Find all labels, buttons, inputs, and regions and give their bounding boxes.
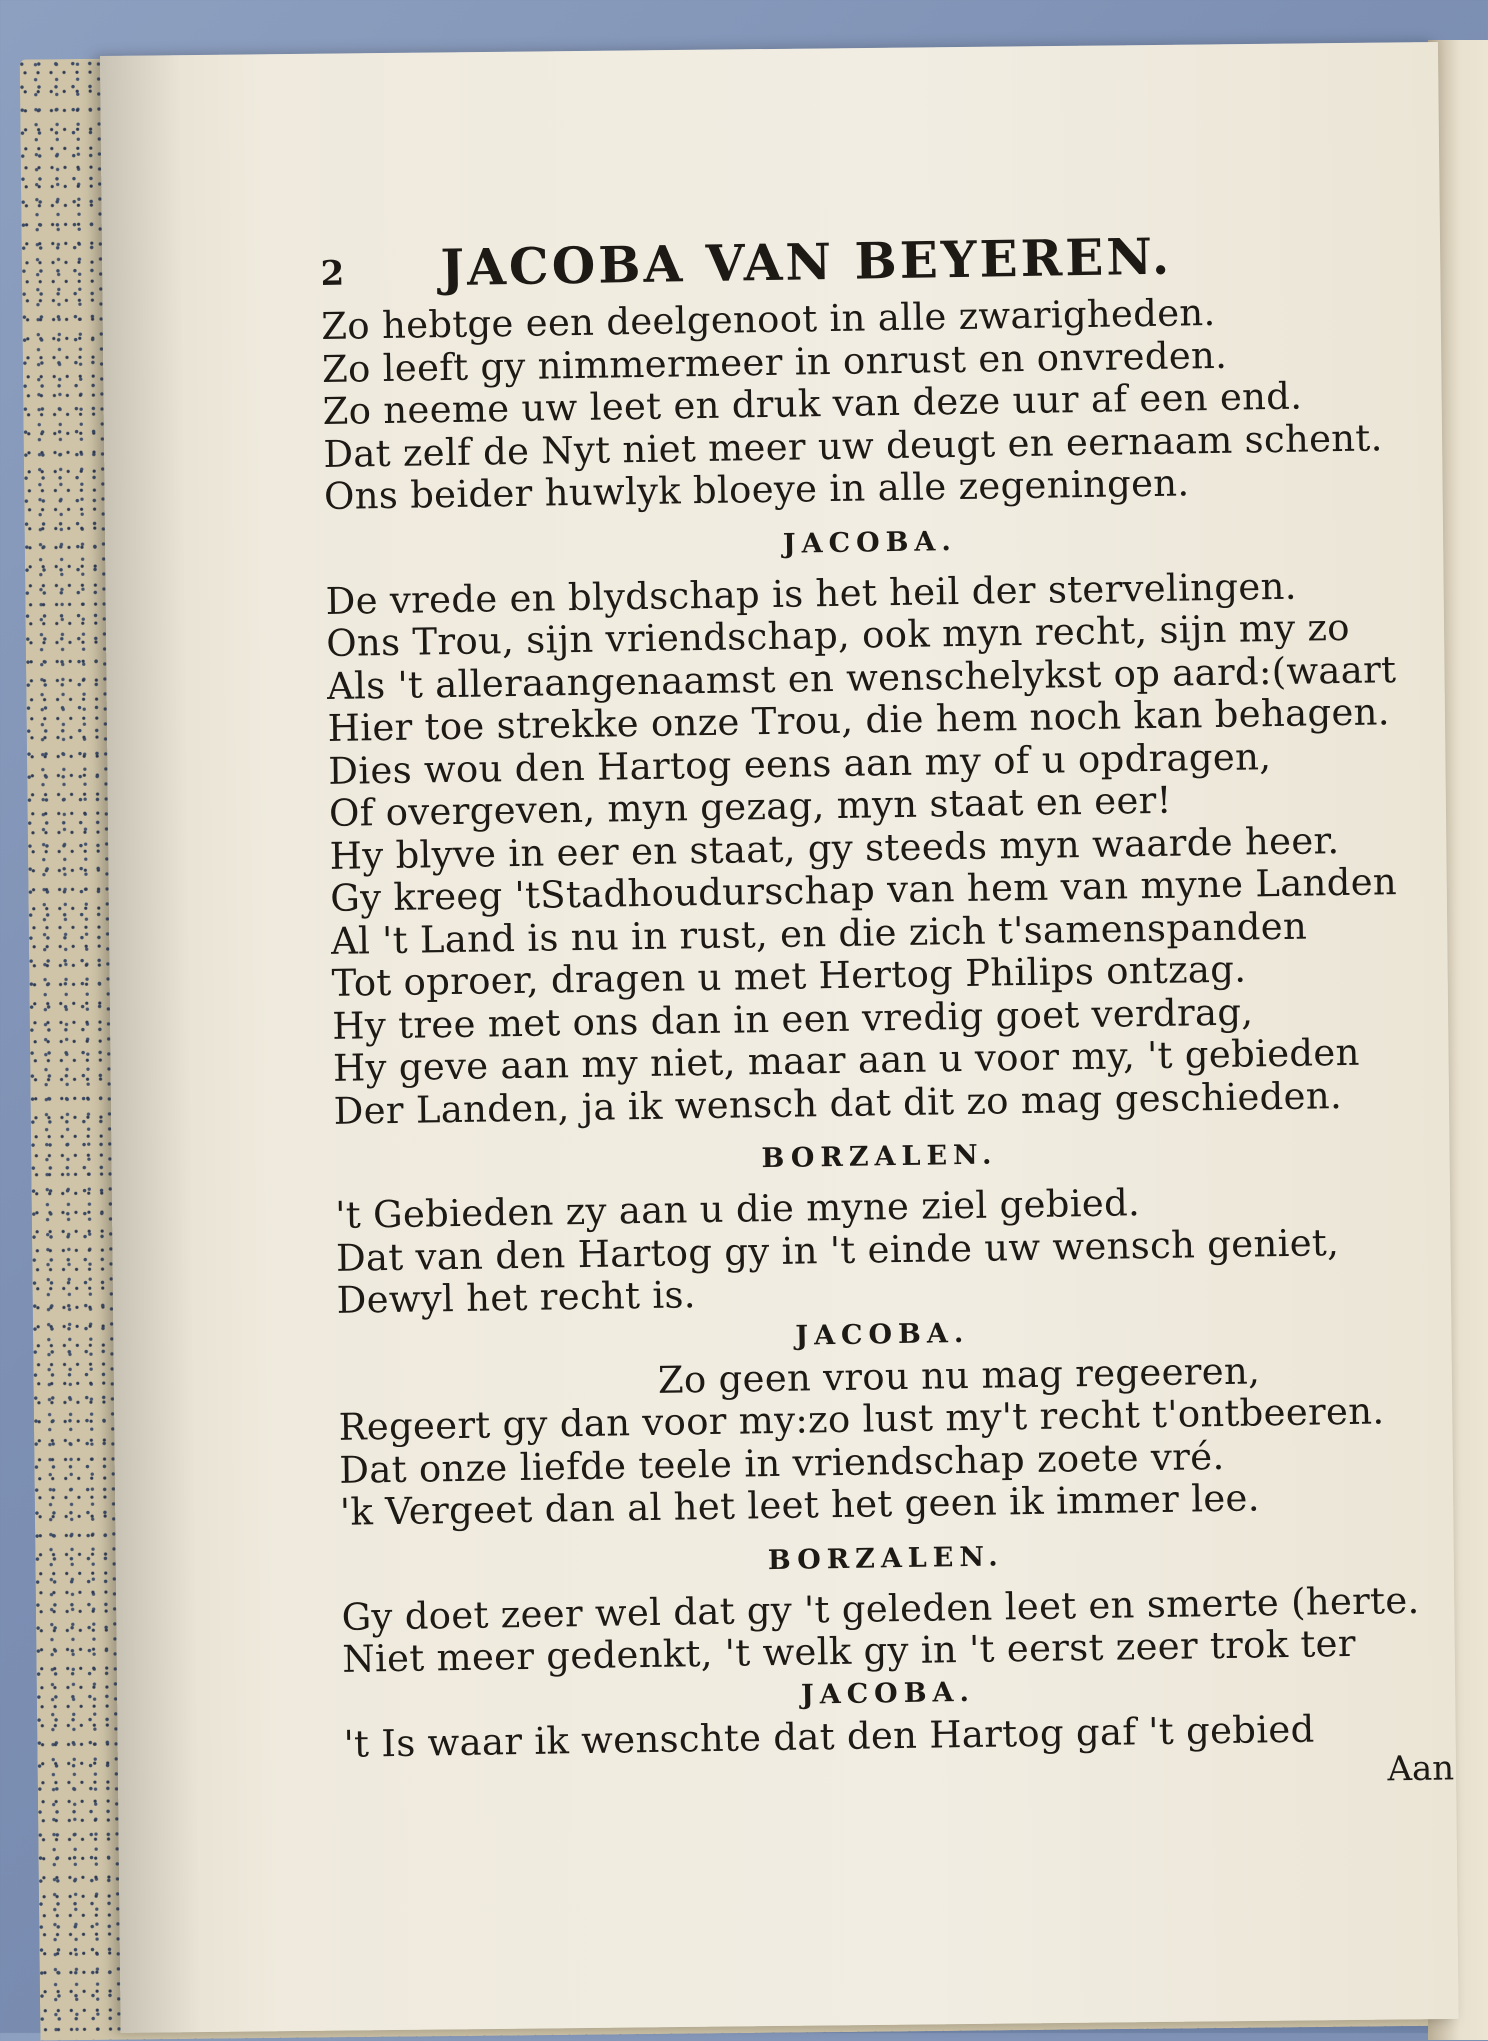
- verse-block-4: [337, 1305, 1470, 1535]
- verse-line: Hy tree met ons dan in een vredig goet verdrag,: [332, 989, 1254, 1048]
- verse-line: Gy doet zeer wel dat gy 't geleden leet en smerte (herte.: [341, 1578, 1420, 1639]
- verse-line: Zo leeft gy nimmermeer in onrust en onvreden.: [321, 333, 1228, 391]
- verse-line: Dies wou den Hartog eens aan my of u opdragen,: [328, 734, 1272, 793]
- verse-line: Hy geve aan my niet, maar aan u voor my, 't gebieden: [332, 1030, 1360, 1090]
- verse-line: 't Gebieden zy aan u die myne ziel gebied.: [334, 1181, 1141, 1237]
- catchword: Aan: [1387, 1748, 1455, 1790]
- verse-line: Dewyl het recht is.: [336, 1273, 697, 1322]
- verse-line: Ons beider huwlyk bloeye in alle zegeningen.: [323, 461, 1190, 518]
- verse-line: Regeert gy dan voor my:zo lust my't recht t'ontbeeren.: [338, 1389, 1385, 1449]
- verse-line: 't Is waar ik wenschte dat den Hartog gaf 't gebied: [343, 1707, 1315, 1766]
- verse-line: Zo hebtge een deelgenoot in alle zwarigheden.: [321, 290, 1216, 348]
- verse-line: De vrede en blydschap is het heil der stervelingen.: [325, 564, 1298, 623]
- verse-block-5: [341, 1529, 1473, 1682]
- verse-line: Der Landen, ja ik wensch dat dit zo mag geschieden.: [333, 1073, 1343, 1133]
- page-number: 2: [320, 253, 345, 294]
- running-title: JACOBA VAN BEYEREN.: [439, 226, 1173, 298]
- verse-line: Dat van den Hartog gy in 't einde uw wensch geniet,: [335, 1220, 1340, 1280]
- page-text: [320, 222, 1475, 1860]
- verse-block-3: [334, 1127, 1467, 1322]
- speaker-heading: JACOBA.: [800, 1676, 976, 1711]
- verse-line: Hier toe strekke onze Trou, die hem noch kan behagen.: [327, 690, 1391, 750]
- verse-line: Zo geen vrou nu mag regeeren,: [657, 1348, 1261, 1402]
- verse-block-6: [343, 1664, 1474, 1766]
- verse-line: Als 't alleraangenaamst en wenschelykst op aard:(waart: [326, 647, 1397, 708]
- verse-line: Dat onze liefde teele in vriendschap zoete vré.: [338, 1434, 1225, 1492]
- verse-line: 'k Vergeet dan al het leet het geen ik immer lee.: [339, 1476, 1261, 1534]
- verse-line: Hy blyve in eer en staat, gy steeds myn waarde heer.: [329, 818, 1340, 878]
- verse-block-1: [321, 288, 1454, 518]
- speaker-heading: JACOBA.: [795, 1317, 970, 1352]
- verse-line: Al 't Land is nu in rust, en die zich t'samenspanden: [330, 904, 1308, 963]
- verse-line: Ons Trou, sijn vriendschap, ook myn recht, sijn my zo: [326, 605, 1351, 665]
- speaker-heading: JACOBA.: [782, 525, 958, 560]
- speaker-heading: BORZALEN.: [767, 1540, 1004, 1576]
- verse-line: Tot oproer, dragen u met Hertog Philips ontzag.: [331, 947, 1247, 1005]
- verse-line: Of overgeven, myn gezag, myn staat en eer!: [328, 778, 1173, 835]
- verse-line: Zo neeme uw leet en druk van deze uur af een end.: [322, 374, 1303, 433]
- speaker-heading: BORZALEN.: [761, 1139, 998, 1175]
- verse-line: Niet meer gedenkt, 't welk gy in 't eerst zeer trok ter: [341, 1621, 1357, 1681]
- verse-line: Gy kreeg 'tStadhoudurschap van hem van myne Landen: [330, 860, 1398, 920]
- verse-block-2: [325, 513, 1464, 1133]
- verse-line: Dat zelf de Nyt niet meer uw deugt en eernaam schent.: [323, 415, 1383, 476]
